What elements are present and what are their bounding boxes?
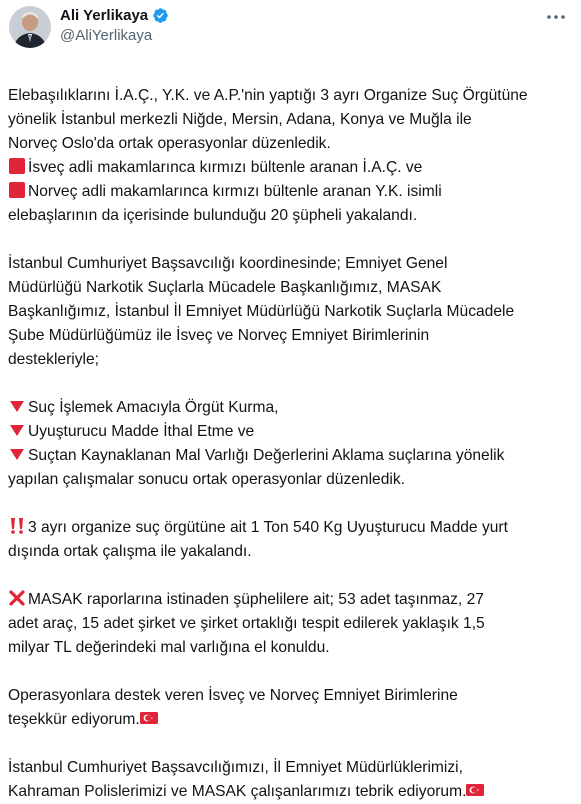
author-name[interactable]: Ali Yerlikaya bbox=[60, 7, 149, 24]
text-line: Elebaşılıklarını İ.A.Ç., Y.K. ve A.P.'nin yaptığı 3 ayrı Organize Suç Örgütüne bbox=[8, 87, 528, 104]
red-square-emoji bbox=[8, 181, 26, 199]
text-line: Norveç adli makamlarınca kırmızı bültenle aranan Y.K. isimli bbox=[28, 183, 442, 200]
tweet-header bbox=[0, 0, 581, 60]
text-line: Suçtan Kaynaklanan Mal Varlığı Değerlerini Aklama suçlarına yönelik bbox=[28, 447, 505, 464]
author-name-line bbox=[60, 7, 169, 24]
text-line: elebaşlarının da içerisinde bulunduğu 20 şüpheli yakalandı. bbox=[8, 207, 418, 224]
text-line-with-emoji bbox=[8, 780, 574, 804]
text-line: Kahraman Polislerimizi ve MASAK çalışanlarımızı tebrik ediyorum. bbox=[8, 783, 467, 800]
tweet-text bbox=[8, 60, 574, 804]
cross-mark-emoji bbox=[8, 589, 26, 607]
red-down-triangle-emoji bbox=[8, 445, 26, 463]
double-exclamation-emoji bbox=[8, 517, 26, 535]
text-line: İstanbul Cumhuriyet Başsavcılığımızı, İl Emniyet Müdürlüklerimizi, bbox=[8, 759, 463, 776]
text-line: Operasyonlara destek veren İsveç ve Norveç Emniyet Birimlerine bbox=[8, 687, 458, 704]
text-line-with-emoji bbox=[8, 156, 574, 180]
text-line: yapılan çalışmalar sonucu ortak operasyonlar düzenledik. bbox=[8, 471, 405, 488]
text-line-with-emoji bbox=[8, 708, 574, 732]
more-options-icon[interactable] bbox=[545, 8, 567, 26]
turkey-flag-emoji bbox=[466, 781, 484, 799]
text-line: destekleriyle; bbox=[8, 351, 100, 368]
verified-badge-icon bbox=[152, 7, 169, 24]
text-line: yönelik İstanbul merkezli Niğde, Mersin, Adana, Konya ve Muğla ile bbox=[8, 111, 472, 128]
red-down-triangle-emoji bbox=[8, 397, 26, 415]
text-line-with-emoji bbox=[8, 180, 574, 204]
text-line-with-emoji bbox=[8, 396, 574, 420]
text-line: İstanbul Cumhuriyet Başsavcılığı koordinesinde; Emniyet Genel bbox=[8, 255, 448, 272]
red-down-triangle-emoji bbox=[8, 421, 26, 439]
text-line-with-emoji bbox=[8, 420, 574, 444]
avatar[interactable] bbox=[9, 6, 51, 48]
text-line: milyar TL değerindeki mal varlığına el konuldu. bbox=[8, 639, 330, 656]
turkey-flag-emoji bbox=[140, 709, 158, 727]
author-handle[interactable]: @AliYerlikaya bbox=[60, 27, 153, 44]
text-line-with-emoji bbox=[8, 516, 574, 540]
text-line: Şube Müdürlüğümüz ile İsveç ve Norveç Emniyet Birimlerinin bbox=[8, 327, 430, 344]
text-line: Norveç Oslo'da ortak operasyonlar düzenledik. bbox=[8, 135, 331, 152]
text-line: Uyuşturucu Madde İthal Etme ve bbox=[28, 423, 255, 440]
text-line: 3 ayrı organize suç örgütüne ait 1 Ton 540 Kg Uyuşturucu Madde yurt bbox=[28, 519, 508, 536]
text-line: Başkanlığımız, İstanbul İl Emniyet Müdürlüğü Narkotik Suçlarla Mücadele bbox=[8, 303, 515, 320]
text-line: teşekkür ediyorum. bbox=[8, 711, 140, 728]
text-line: adet araç, 15 adet şirket ve şirket ortaklığı tespit edilerek yaklaşık 1,5 bbox=[8, 615, 485, 632]
text-line-with-emoji bbox=[8, 588, 574, 612]
red-square-emoji bbox=[8, 157, 26, 175]
text-line: Suç İşlemek Amacıyla Örgüt Kurma, bbox=[28, 399, 279, 416]
text-line: İsveç adli makamlarınca kırmızı bültenle aranan İ.A.Ç. ve bbox=[28, 159, 423, 176]
text-line-with-emoji bbox=[8, 444, 574, 468]
text-line: MASAK raporlarına istinaden şüphelilere ait; 53 adet taşınmaz, 27 bbox=[28, 591, 484, 608]
text-line: Müdürlüğü Narkotik Suçlarla Mücadele Başkanlığımız, MASAK bbox=[8, 279, 442, 296]
text-line: dışında ortak çalışma ile yakalandı. bbox=[8, 543, 252, 560]
